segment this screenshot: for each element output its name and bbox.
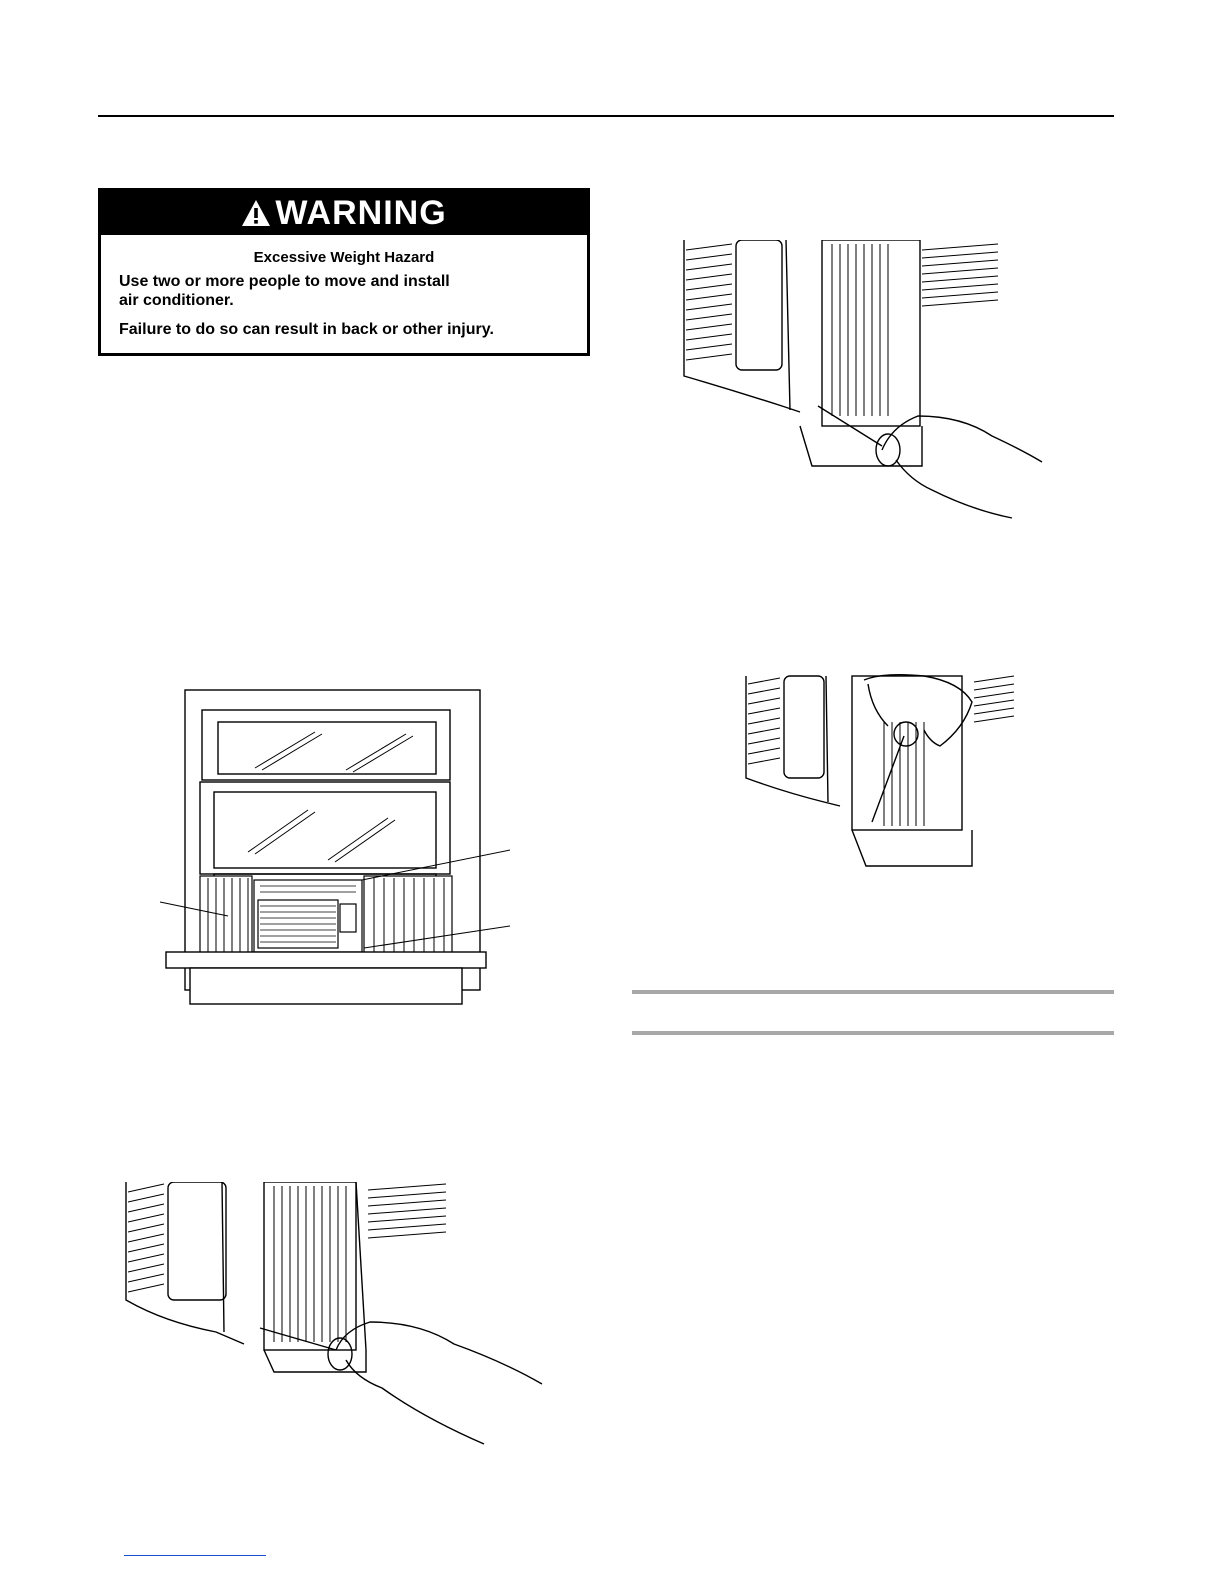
warning-line-1: Use two or more people to move and install — [119, 273, 450, 290]
footer-link-underline — [124, 1555, 266, 1556]
top-rule — [98, 115, 1114, 117]
warning-title: WARNING — [275, 193, 447, 232]
warning-triangle-icon — [241, 199, 271, 227]
screwdriver-illustration-3 — [744, 672, 1016, 872]
section-divider-bottom — [632, 1031, 1114, 1035]
warning-hazard: Excessive Weight Hazard — [253, 249, 435, 266]
screwdriver-illustration-2 — [682, 240, 1052, 520]
warning-box — [98, 188, 590, 356]
warning-header — [101, 191, 587, 235]
warning-line-2: air conditioner. — [119, 292, 234, 309]
section-divider-top — [632, 990, 1114, 994]
window-ac-illustration — [150, 680, 520, 1010]
warning-line-3: Failure to do so can result in back or other injury. — [119, 321, 494, 338]
screwdriver-illustration-1 — [124, 1182, 544, 1448]
